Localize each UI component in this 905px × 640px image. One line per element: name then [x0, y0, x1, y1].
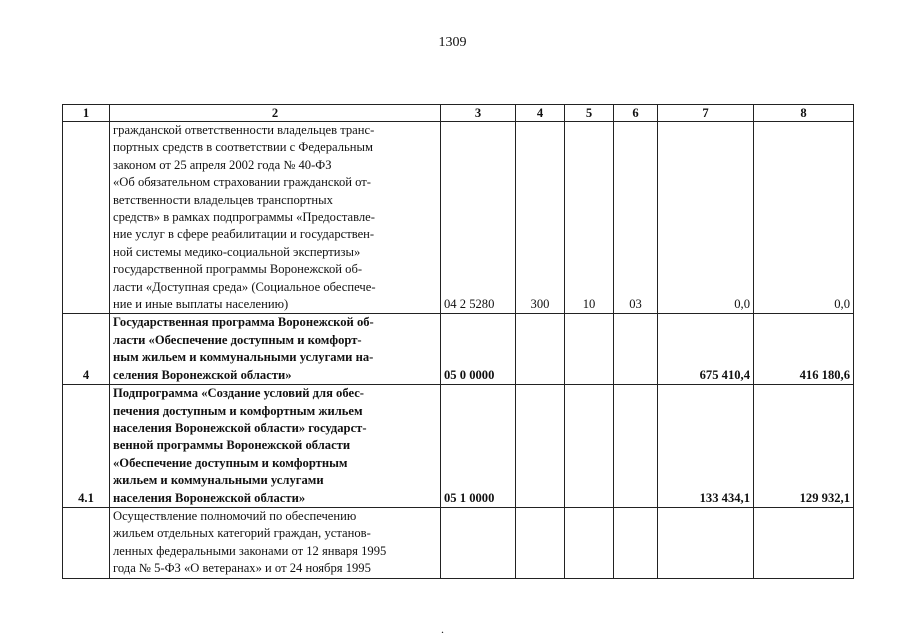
subsection-code: 03 — [614, 122, 658, 314]
column-header: 8 — [754, 105, 854, 122]
budget-code: 04 2 5280 — [441, 122, 516, 314]
description-line: средств» в рамках подпрограммы «Предоставле- — [113, 210, 375, 225]
description-line: «Об обязательном страховании гражданской от- — [113, 175, 371, 190]
description-line: ветственности владельцев транспортных — [113, 192, 333, 207]
description-line: портных средств в соответствии с Федеральным — [113, 140, 373, 155]
column-header: 4 — [516, 105, 565, 122]
column-header: 5 — [565, 105, 614, 122]
row-description — [110, 314, 441, 385]
row-description — [110, 385, 441, 508]
description-line: года № 5-ФЗ «О ветеранах» и от 24 ноября 1995 — [113, 561, 371, 576]
description-line: государственной программы Воронежской об- — [113, 262, 363, 277]
row-number — [63, 122, 110, 314]
column-header: 7 — [658, 105, 754, 122]
description-line: печения доступным и комфортным жильем — [113, 403, 363, 418]
page-number: 1309 — [438, 35, 467, 50]
expense-type — [516, 314, 565, 385]
description-line: законом от 25 апреля 2002 года № 40-ФЗ — [113, 157, 332, 172]
budget-code: 05 1 0000 — [441, 385, 516, 508]
description-line: ние услуг в сфере реабилитации и государствен- — [113, 227, 375, 242]
description-line: ласти «Доступная среда» (Социальное обеспече- — [113, 279, 376, 294]
amount-col7: 133 434,1 — [658, 385, 754, 508]
expense-type — [516, 507, 565, 578]
table-row — [63, 385, 854, 508]
row-number — [63, 507, 110, 578]
subsection-code — [614, 314, 658, 385]
amount-col8: 0,0 — [754, 122, 854, 314]
description-line: ным жильем и коммунальными услугами на- — [113, 350, 374, 365]
description-line: венной программы Воронежской области — [113, 438, 351, 453]
description-line: гражданской ответственности владельцев транс- — [113, 123, 375, 137]
row-number: 4 — [63, 314, 110, 385]
description-line: «Обеспечение доступным и комфортным — [113, 455, 348, 470]
description-line: жильем отдельных категорий граждан, установ- — [113, 526, 371, 541]
section-code — [565, 385, 614, 508]
subsection-code — [614, 507, 658, 578]
table-header-row — [63, 105, 854, 122]
amount-col8: 416 180,6 — [754, 314, 854, 385]
section-code — [565, 507, 614, 578]
table-row — [63, 314, 854, 385]
row-number: 4.1 — [63, 385, 110, 508]
description-line: ние и иные выплаты населению) — [113, 297, 289, 312]
column-header: 6 — [614, 105, 658, 122]
amount-col8: 129 932,1 — [754, 385, 854, 508]
column-header: 3 — [441, 105, 516, 122]
description-line: Осуществление полномочий по обеспечению — [113, 508, 357, 523]
expense-type — [516, 385, 565, 508]
column-header: 1 — [63, 105, 110, 122]
footer-mark: . — [441, 622, 444, 636]
description-line: Государственная программа Воронежской об- — [113, 315, 374, 330]
description-line: ленных федеральными законами от 12 января 1995 — [113, 543, 387, 558]
row-description — [110, 507, 441, 578]
amount-col7: 675 410,4 — [658, 314, 754, 385]
amount-col8 — [754, 507, 854, 578]
row-description — [110, 122, 441, 314]
description-line: Подпрограмма «Создание условий для обес- — [113, 386, 364, 401]
description-line: населения Воронежской области» — [113, 490, 306, 505]
description-line: жильем и коммунальными услугами — [113, 473, 324, 488]
section-code — [565, 314, 614, 385]
expense-type: 300 — [516, 122, 565, 314]
budget-code: 05 0 0000 — [441, 314, 516, 385]
section-code: 10 — [565, 122, 614, 314]
budget-code — [441, 507, 516, 578]
description-line: населения Воронежской области» государст- — [113, 420, 367, 435]
column-header: 2 — [110, 105, 441, 122]
table-row — [63, 507, 854, 578]
table-row — [63, 122, 854, 314]
description-line: ной системы медико-социальной экспертизы» — [113, 244, 361, 259]
amount-col7 — [658, 507, 754, 578]
subsection-code — [614, 385, 658, 508]
description-line: селения Воронежской области» — [113, 367, 292, 382]
budget-table — [62, 104, 854, 579]
description-line: ласти «Обеспечение доступным и комфорт- — [113, 332, 362, 347]
amount-col7: 0,0 — [658, 122, 754, 314]
